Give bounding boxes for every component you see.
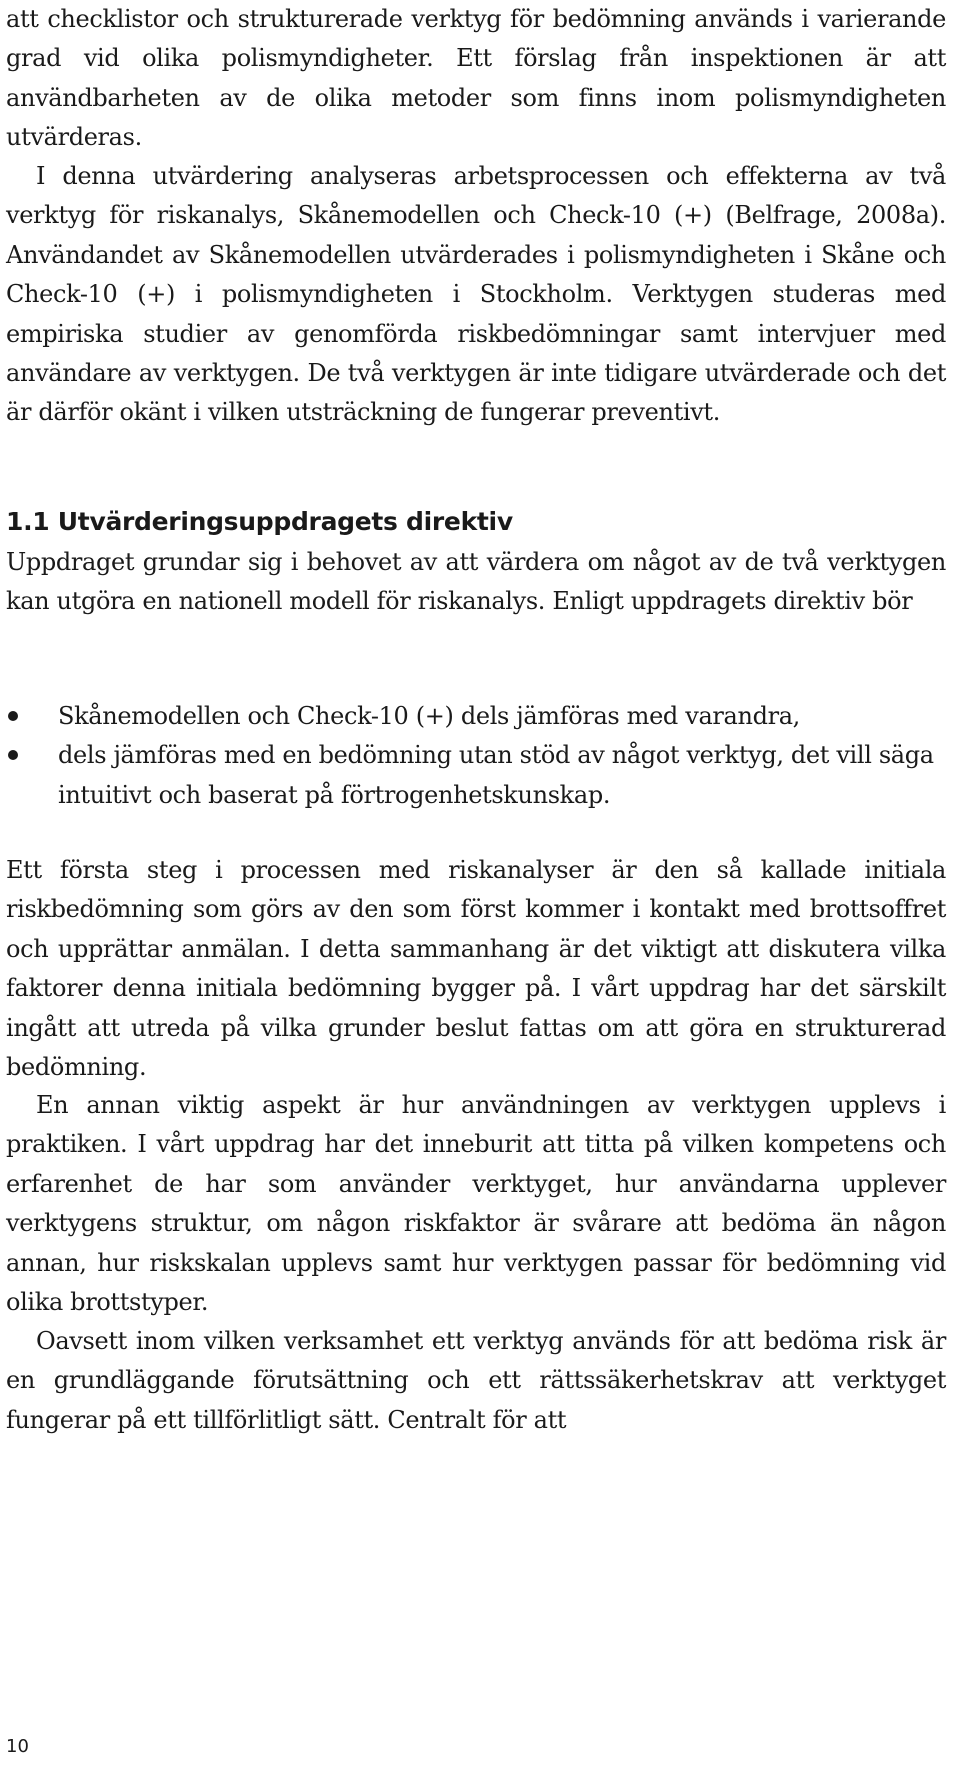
bullet-text: Skånemodellen och Check-10 (+) dels jämföras med varandra,: [58, 702, 800, 730]
bullet-icon: [8, 711, 18, 721]
directive-bullet-list: [6, 697, 946, 815]
paragraph-reliability: Oavsett inom vilken verksamhet ett verktyg används för att bedöma risk är en grundläggande förutsättning och ett rättssäkerhetskrav att verktyget fungerar på ett tillförlitligt sätt. Centralt för att: [6, 1327, 946, 1434]
paragraph-evaluation-scope: I denna utvärdering analyseras arbetsprocessen och effekterna av två verktyg för riskanalys, Skånemodellen och Check-10 (+) (Belfrage, 2008a). Användandet av Skånemodellen utvärderades i polismyndigheten i Skåne och Check-10 (+) i polismyndigheten i Stockholm. Verktygen studeras med empiriska studier av genomförda riskbedömningar samt intervjuer med användare av verktygen. De två verktygen är inte tidigare utvärderade och det är därför okänt i vilken utsträckning de fungerar preventivt.: [6, 162, 946, 427]
list-item: [6, 697, 946, 736]
paragraph-initial-assessment: Ett första steg i processen med riskanalyser är den så kallade initiala riskbedömning som görs av den som först kommer i kontakt med brottsoffret och upprättar anmälan. I detta sammanhang är det viktigt att diskutera vilka faktorer denna initiala bedömning bygger på. I vårt uppdrag har det särskilt ingått att utreda på vilka grunder beslut fattas om att göra en strukturerad bedömning.: [6, 856, 946, 1082]
bullet-icon: [8, 750, 18, 760]
section-heading: 1.1 Utvärderingsuppdragets direktiv: [6, 507, 513, 536]
bullet-text: dels jämföras med en bedömning utan stöd av något verktyg, det vill säga intuitivt och baserat på förtrogenhetskunskap.: [58, 741, 934, 809]
paragraph-checklists: att checklistor och strukturerade verktyg för bedömning används i varierande grad vid olika polismyndigheter. Ett förslag från inspektionen är att användbarheten av de olika metoder som finns inom polismyndigheten utvärderas.: [6, 5, 946, 152]
paragraph-practical-use: En annan viktig aspekt är hur användningen av verktygen upplevs i praktiken. I vårt uppdrag har det inneburit att titta på vilken kompetens och erfarenhet de har som använder verktyget, hur användarna upplever verktygens struktur, om någon riskfaktor är svårare att bedöma än någon annan, hur riskskalan upplevs samt hur verktygen passar för bedömning vid olika brottstyper.: [6, 1091, 946, 1317]
list-item: [6, 736, 946, 815]
page-number: 10: [6, 1736, 29, 1757]
paragraph-directive-intro: Uppdraget grundar sig i behovet av att värdera om något av de två verktygen kan utgöra en nationell modell för riskanalys. Enligt uppdragets direktiv bör: [6, 548, 946, 616]
